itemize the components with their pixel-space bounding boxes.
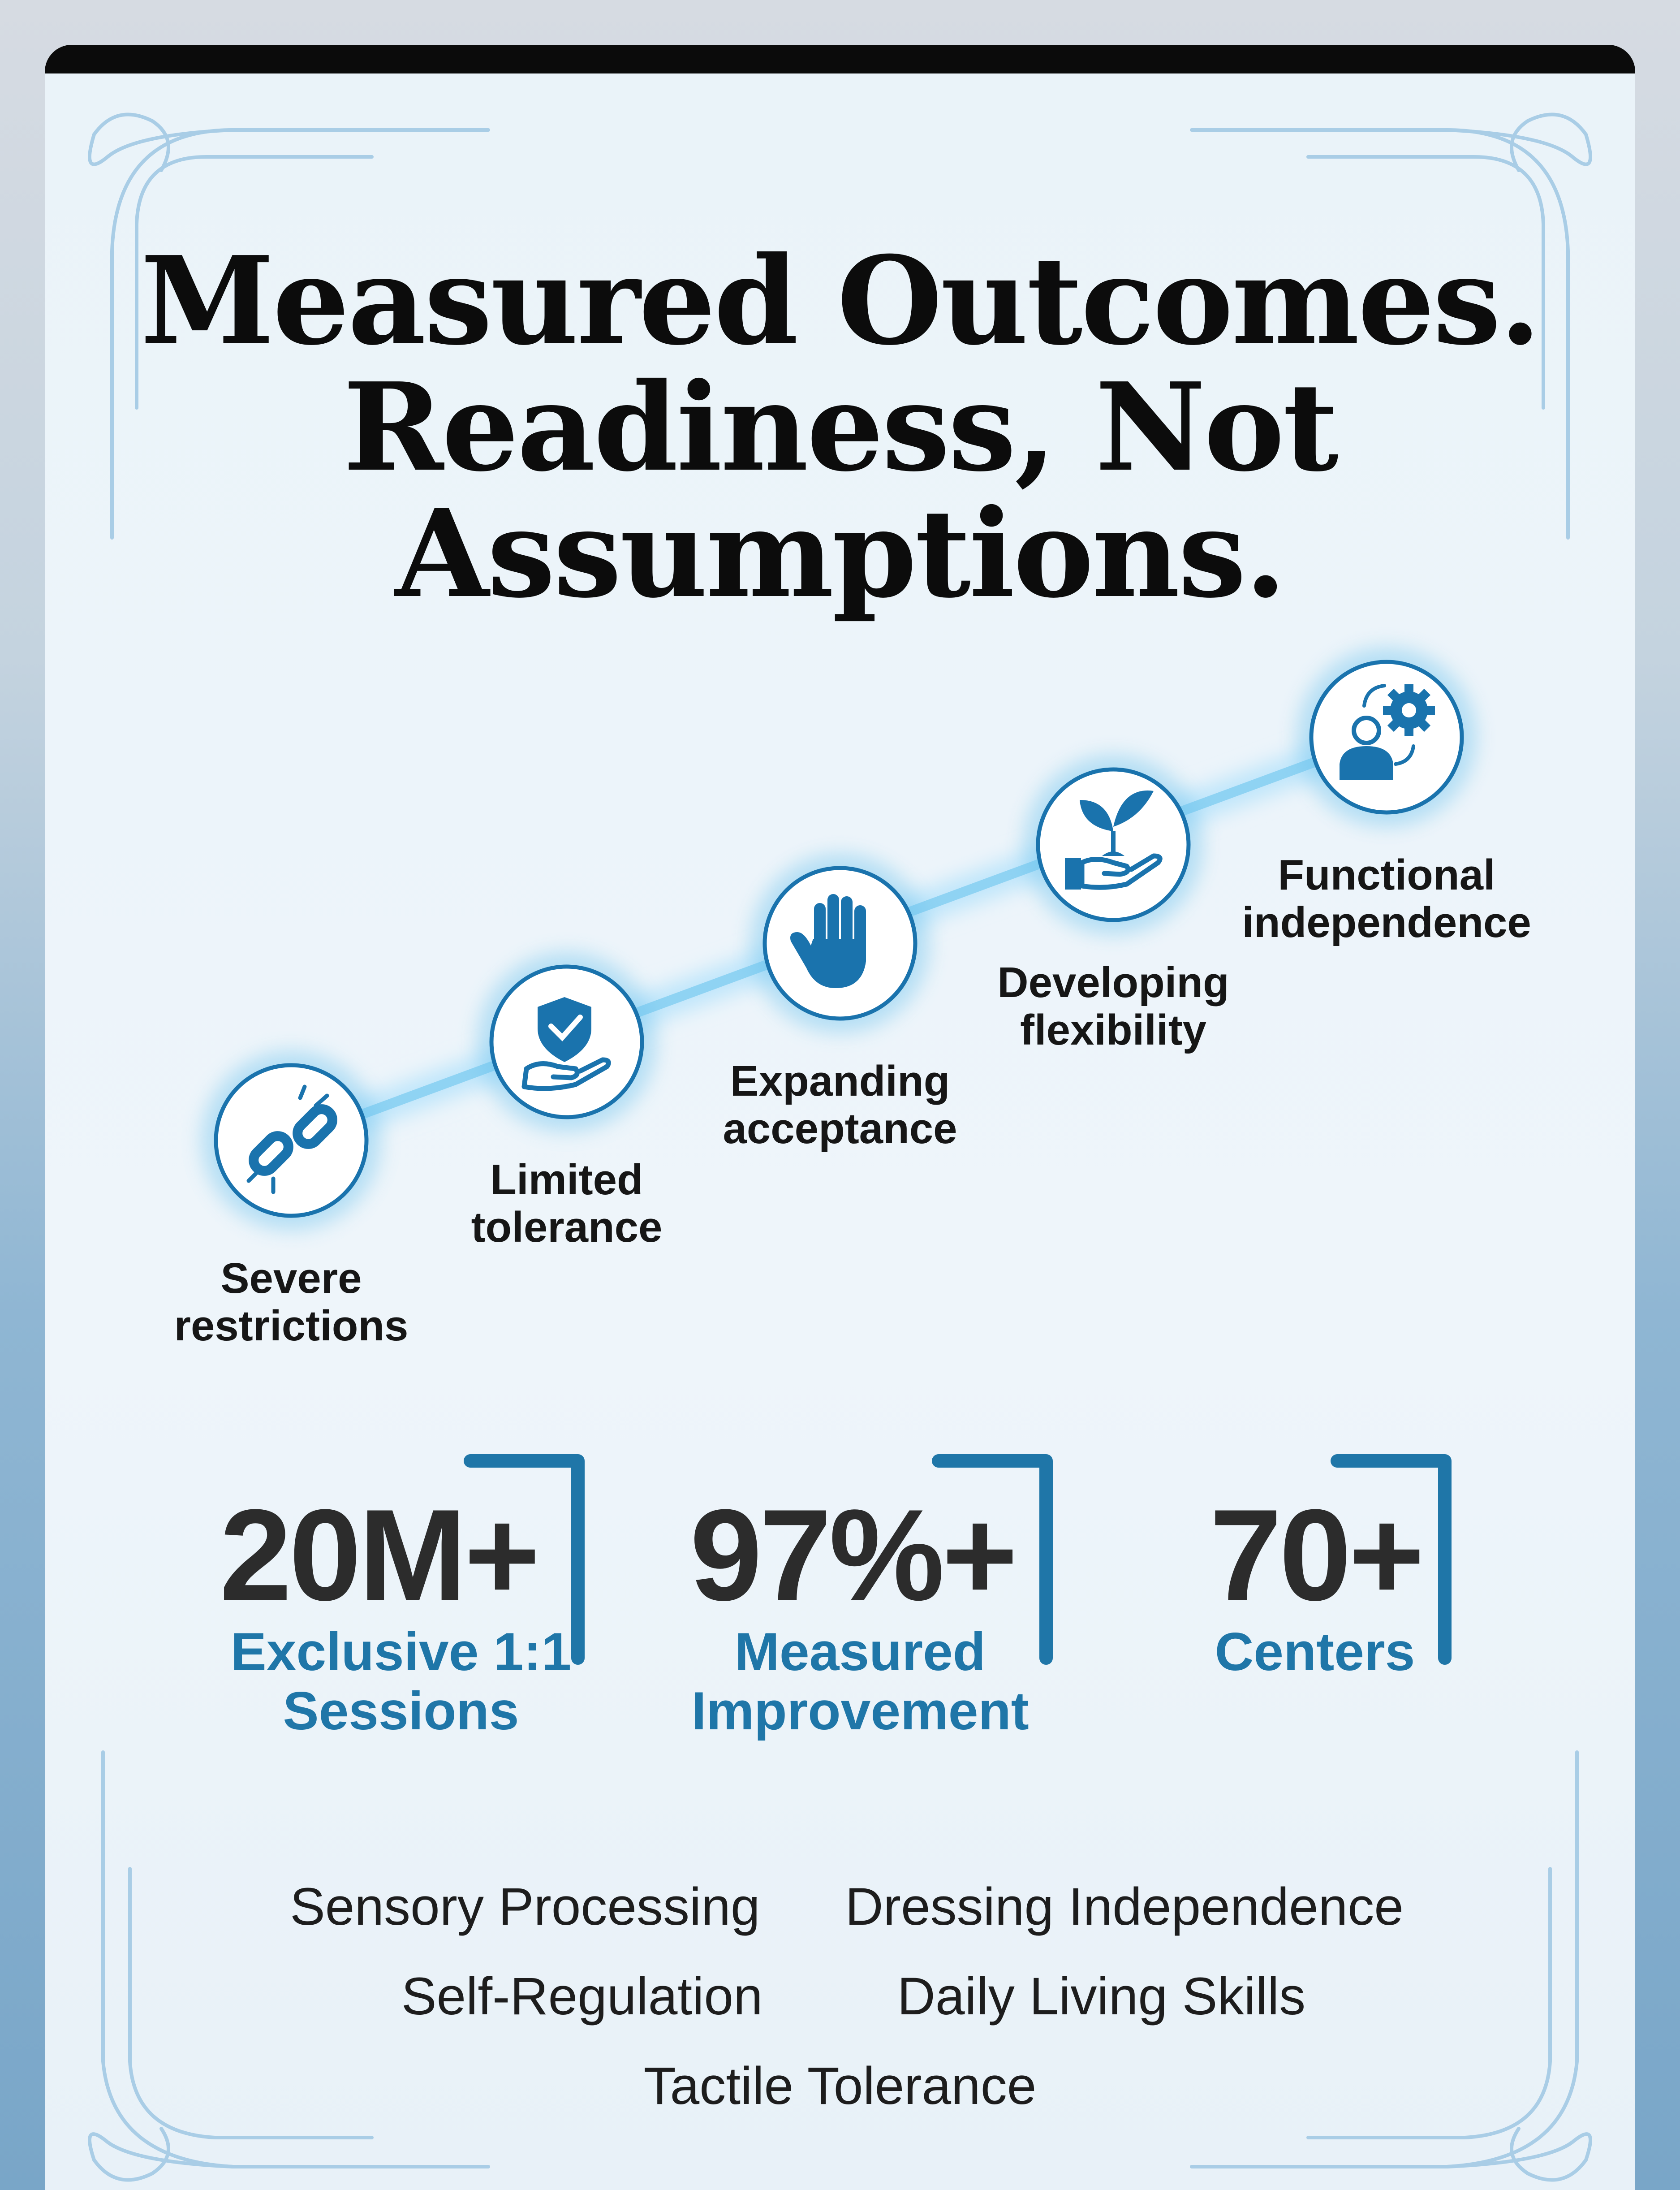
- step-label-4: Developing flexibility: [997, 959, 1229, 1054]
- step-label-1: Severe restrictions: [174, 1254, 409, 1350]
- stat-improvement: [690, 1482, 1138, 1741]
- stat-bracket-2: [930, 1447, 1064, 1672]
- skills-row-2: [45, 1963, 1635, 2052]
- skills-row-1: [45, 1873, 1635, 1963]
- outcomes-card: [45, 45, 1635, 2190]
- skill-item: Sensory Processing: [290, 1877, 760, 1936]
- skills-list: [45, 1873, 1635, 2142]
- stat-value: 20M+: [220, 1482, 538, 1628]
- stat-label: Exclusive 1:1 Sessions: [230, 1622, 572, 1741]
- skills-row-3: [45, 2052, 1635, 2142]
- step-node-1: [202, 1051, 381, 1230]
- step-label-3: Expanding acceptance: [723, 1057, 957, 1153]
- skill-item: Tactile Tolerance: [643, 2056, 1037, 2116]
- stat-bracket-3: [1328, 1447, 1463, 1672]
- title-line-1: Measured Outcomes.: [140, 229, 1540, 372]
- step-node-5: [1297, 648, 1476, 827]
- step-node-4: [1024, 755, 1203, 934]
- stat-label: Measured Improvement: [691, 1622, 1029, 1741]
- step-node-2: [477, 952, 656, 1132]
- skill-item: Self-Regulation: [401, 1967, 763, 2026]
- stat-bracket-1: [461, 1447, 596, 1672]
- skill-item: Dressing Independence: [845, 1877, 1404, 1936]
- skill-item: Daily Living Skills: [897, 1967, 1306, 2026]
- step-label-5: Functional independence: [1242, 851, 1531, 946]
- step-node-3: [750, 854, 930, 1033]
- stat-value: 70+: [1210, 1482, 1422, 1628]
- stat-sessions: [220, 1482, 668, 1741]
- title-line-2: Readiness, Not: [343, 356, 1337, 498]
- stat-label: Centers: [1215, 1622, 1415, 1682]
- step-label-2: Limited tolerance: [471, 1156, 663, 1251]
- title-line-3: Assumptions.: [395, 482, 1285, 625]
- stat-value: 97%+: [690, 1482, 1015, 1628]
